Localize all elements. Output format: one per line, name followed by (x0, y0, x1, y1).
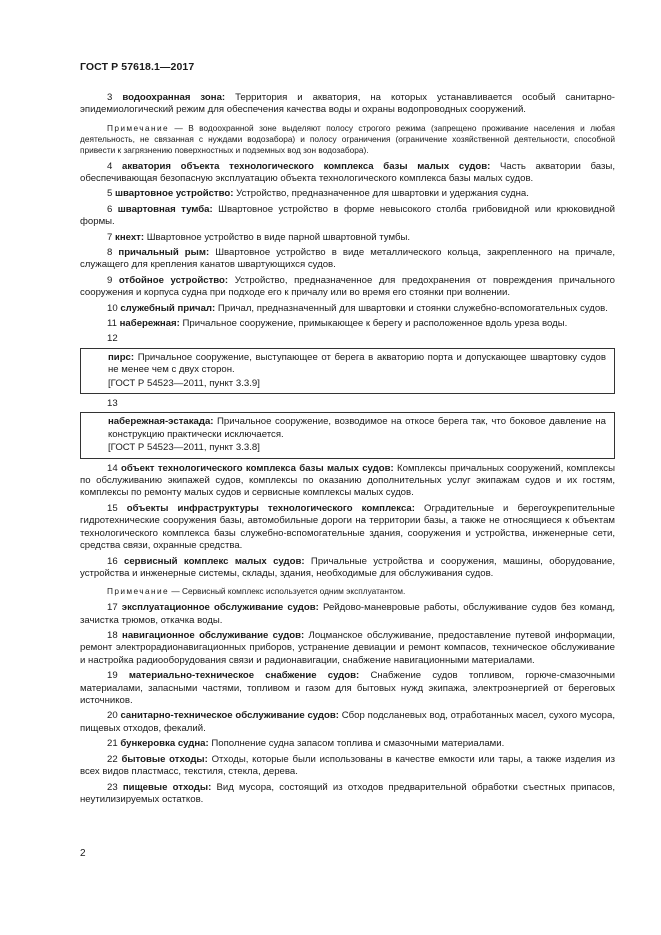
term-definition: Территория и акватория, на которых устанавливается особый санитарно-эпидемиологический режим для обеспечения качества воды и охраны водопроводных сооружений. (80, 92, 615, 116)
term-definition: Сбор подсланевых вод, отработанных масел, сухого мусора, пищевых отходов, фекалий. (80, 710, 615, 734)
term-definition: Швартовное устройство в виде металлического кольца, закрепленного на причале, служащего для крепления канатов швартующихся судов. (80, 246, 615, 271)
term-definition: Устройство, предназначенное для предохранения от повреждения причального сооружения и корпуса судна при подходе его к причалу или во время его стоянки при волнении. (80, 274, 615, 299)
term-21 (80, 738, 615, 750)
term-number: 15 (107, 502, 118, 514)
term-13-quote-box (80, 412, 615, 458)
document-body (80, 92, 615, 809)
term-11 (80, 318, 615, 330)
term-number: 10 (107, 302, 118, 314)
note-text: — В водоохранной зоне выделяют полосу строгого режима (запрещено проживание населения и любая деятельность, не связанная с нуждами водозабора) и полосу ограничения (ограничение хозяйственной деятельности, способной привести к загрязнению поверхностных и подземных вод зон водозабора). (80, 122, 615, 155)
term-17 (80, 602, 615, 627)
term-number: 14 (107, 462, 118, 474)
term-22 (80, 754, 615, 779)
term-number: 7 (107, 231, 113, 243)
term-definition: Причальное сооружение, возводимое на откосе берега так, что боковое давление на конструкцию практически исключается. (108, 416, 607, 440)
term-12-number: 12 (107, 333, 118, 345)
page-header: ГОСТ Р 57618.1—2017 (80, 61, 195, 73)
term-name: санитарно-техническое обслуживание судов: (120, 710, 339, 722)
term-definition: Причальное сооружение, примыкающее к берегу и расположенное вдоль уреза воды. (182, 318, 568, 329)
term-name: объекты инфраструктуры технологического комплекса: (126, 502, 415, 514)
term-definition: Отходы, которые были использованы в качестве емкости или тары, а также изделия из всех видов пластмасс, текстиля, стекла, дерева. (80, 753, 615, 778)
term-definition: Причальное сооружение, выступающее от берега в акваторию порта и допускающее швартовку судов не менее чем с двух сторон. (108, 351, 606, 376)
term-23 (80, 782, 615, 807)
term-number: 22 (107, 753, 118, 765)
term-name: навигационное обслуживание судов: (122, 630, 305, 642)
term-18 (80, 630, 615, 667)
term-definition: Швартовное устройство в виде парной швартовной тумбы. (146, 231, 411, 243)
term-name: швартовное устройство: (115, 188, 234, 200)
term-definition: Причальные устройства и сооружения, машины, оборудование, устройства и инженерные системы, склады, здания, необходимые для обслуживания судов. (80, 555, 616, 579)
term-20 (80, 710, 615, 735)
term-7 (80, 232, 615, 244)
page-number: 2 (80, 848, 86, 859)
term-12 (108, 352, 606, 377)
term-name: набережная-эстакада: (108, 416, 214, 428)
term-source: [ГОСТ Р 54523—2011, пункт 3.3.9] (108, 377, 260, 389)
term-14 (80, 463, 615, 500)
term-name: кнехт: (115, 231, 145, 243)
term-number: 21 (107, 738, 118, 750)
term-number: 5 (107, 188, 113, 200)
term-number: 20 (107, 710, 118, 722)
term-definition: Швартовное устройство в форме невысокого столба грибовидной или крюковидной формы. (80, 203, 616, 228)
term-number: 17 (107, 602, 118, 614)
term-definition: Часть акватории базы, обеспечивающая безопасную эксплуатацию объекта технологического комплекса базы малых судов. (80, 160, 615, 184)
term-name: материально-техническое снабжение судов: (128, 670, 360, 682)
term-name: набережная: (119, 318, 180, 329)
term-number: 3 (107, 92, 113, 103)
term-number: 23 (107, 781, 118, 793)
term-3 (80, 92, 615, 117)
term-definition: Комплексы причальных сооружений, комплексы по обслуживанию экипажей судов, комплексы по оказанию дополнительных услуг экипажам судов и их гостям, комплексы по ремонту малых судов и сервисные комплексы малых судов. (80, 462, 615, 499)
term-name: отбойное устройство: (118, 274, 229, 286)
term-12-quote-box (80, 348, 615, 394)
term-definition: Рейдово-маневровые работы, обслуживание судов без команд, зачистка трюмов, откачка воды. (80, 602, 616, 626)
term-definition: Устройство, предназначенное для швартовки и удержания судна. (236, 188, 529, 200)
note-label: Примечание (107, 586, 170, 597)
term-name: служебный причал: (120, 302, 216, 314)
term-6 (80, 204, 615, 229)
term-definition: Причал, предназначенный для швартовки и стоянки служебно-вспомогательных судов. (217, 302, 608, 314)
term-source: [ГОСТ Р 54523—2011, пункт 3.3.8] (108, 442, 260, 454)
term-definition: Снабжение судов топливом, горюче-смазочными материалами, запасными частями, топливом и газом для бытовых нужд экипажа, электроэнергией от береговых источников. (80, 670, 616, 707)
term-number: 6 (107, 203, 113, 215)
term-number: 16 (107, 555, 118, 567)
term-name: причальный рым: (118, 246, 210, 258)
term-definition: Пополнение судна запасом топлива и смазочными материалами. (211, 738, 505, 750)
term-9 (80, 275, 615, 300)
term-name: водоохранная зона: (122, 92, 226, 103)
term-name: сервисный комплекс малых судов: (124, 555, 305, 567)
term-number: 18 (107, 630, 118, 642)
term-5 (80, 188, 615, 200)
term-number: 4 (107, 160, 113, 172)
note-2 (80, 586, 615, 597)
term-definition: Лоцманское обслуживание, предоставление путевой информации, ремонт электрорадионавигационных приборов, устранение девиации и ремонт компасов, техническое обслуживание и настройка радиооборудования связи и радионавигации, снабжение навигационными материалами. (80, 630, 615, 666)
term-name: бункеровка судна: (120, 738, 209, 750)
term-name: объект технологического комплекса базы малых судов: (121, 462, 394, 474)
term-10 (80, 303, 615, 315)
term-13-number: 13 (107, 398, 118, 410)
term-name: швартовная тумба: (117, 203, 213, 215)
term-name: акватория объекта технологического комплекса базы малых судов: (122, 160, 491, 172)
term-8 (80, 247, 615, 272)
term-number: 19 (107, 670, 118, 682)
term-19 (80, 670, 615, 707)
term-15 (80, 503, 615, 553)
term-4 (80, 161, 615, 186)
note-text: — Сервисный комплекс используется одним эксплуатантом. (171, 586, 406, 597)
term-number: 11 (107, 318, 117, 329)
term-13 (108, 416, 606, 441)
term-name: пирс: (108, 351, 135, 363)
term-name: эксплуатационное обслуживание судов: (121, 602, 319, 614)
term-16 (80, 556, 615, 581)
term-name: бытовые отходы: (121, 753, 208, 765)
term-number: 9 (107, 274, 113, 286)
note-label: Примечание (107, 122, 170, 133)
note-1 (80, 123, 615, 156)
term-number: 8 (107, 246, 113, 258)
term-name: пищевые отходы: (122, 781, 212, 793)
term-definition: Вид мусора, состоящий из отходов предварительной обработки съестных припасов, неутилизируемых остатков. (80, 781, 616, 805)
term-definition: Оградительные и берегоукрепительные гидротехнические сооружения базы, автомобильные дороги на территории базы, а также не относящиеся к объектам технологического комплекса базы служебно-вспомогательные здания, сооружения и устройства, инженерные сети, средства связи, охранные средства. (80, 502, 615, 552)
